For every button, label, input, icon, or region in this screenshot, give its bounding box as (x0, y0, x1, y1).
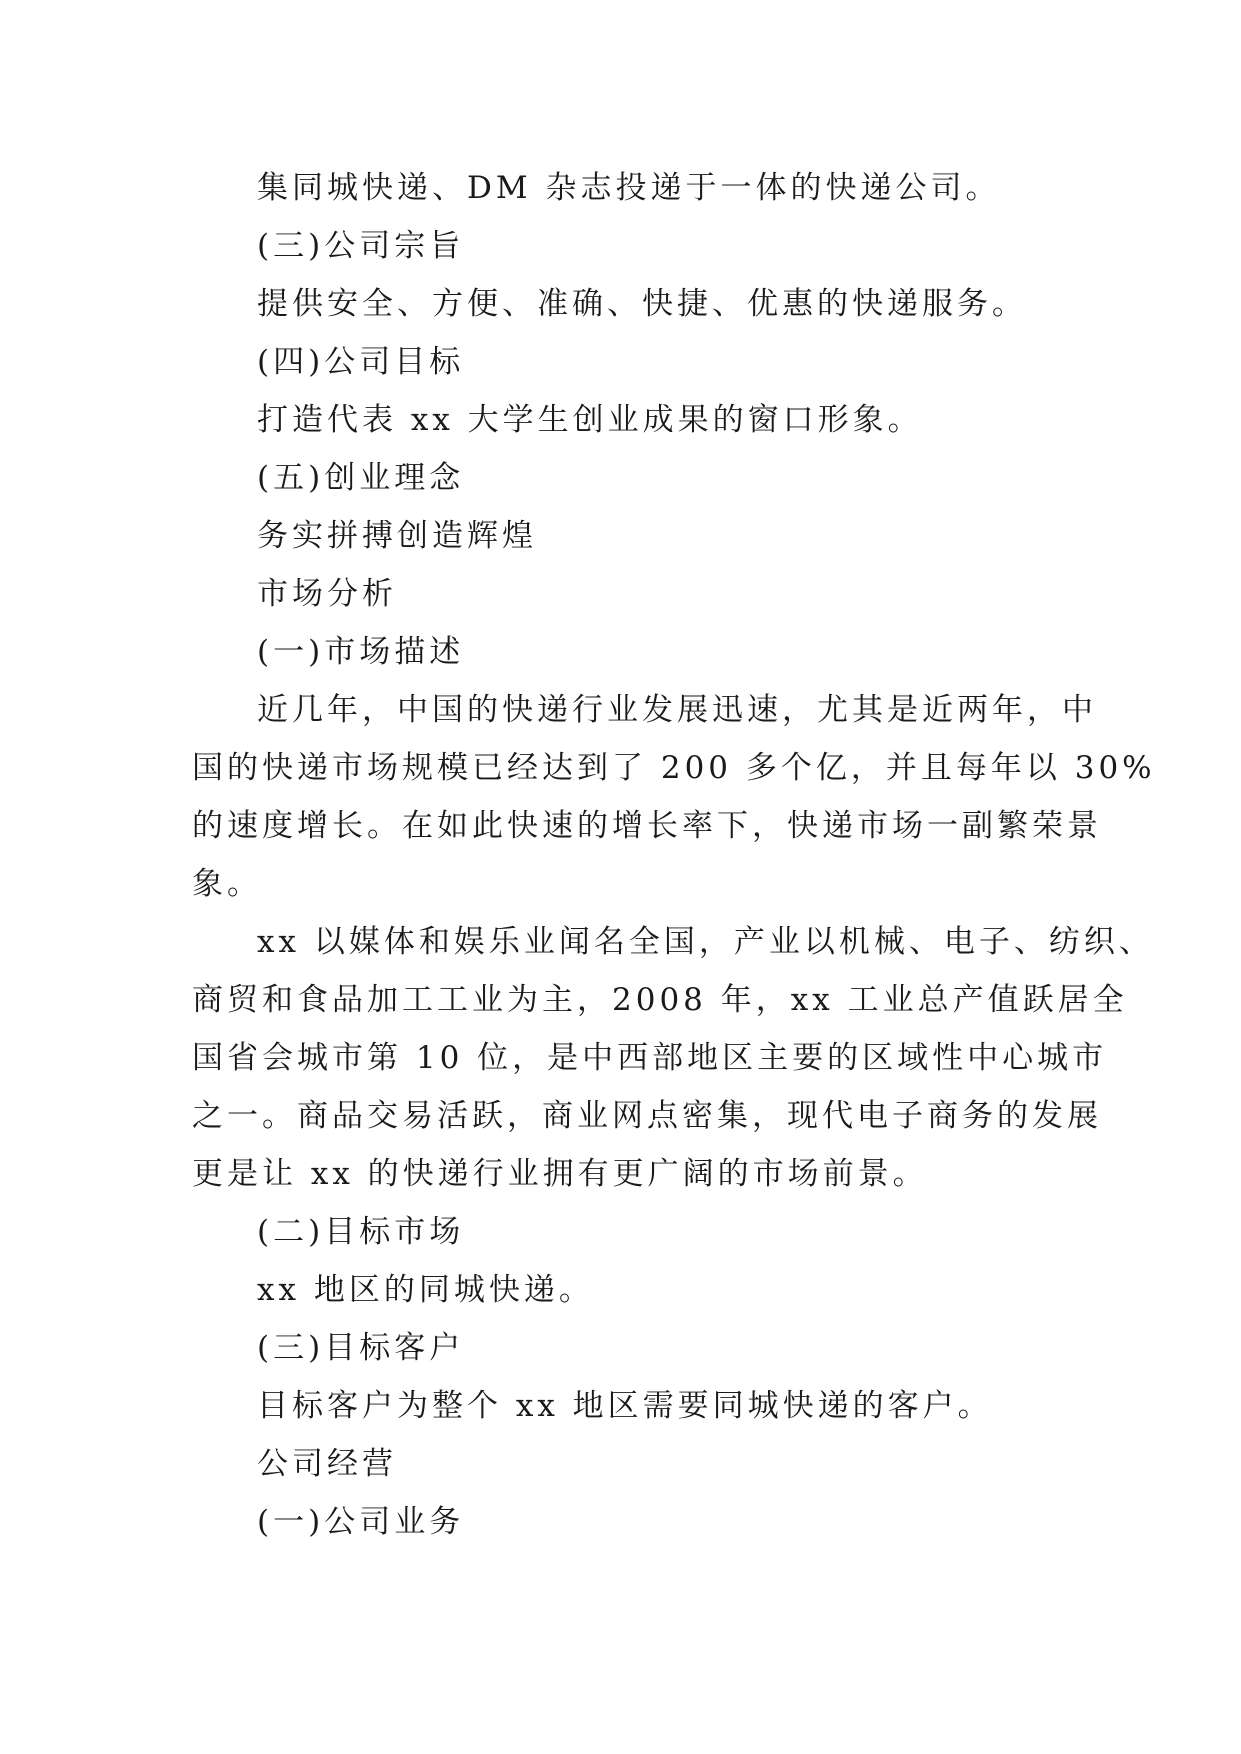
section-heading: (一)公司业务 (257, 1504, 465, 1540)
section-heading: (四)公司目标 (257, 344, 465, 380)
paragraph-line: 象。 (192, 866, 262, 902)
paragraph-line: 商贸和食品加工工业为主，2008 年，xx 工业总产值跃居全 (192, 982, 1128, 1018)
paragraph-line: 近几年，中国的快递行业发展迅速，尤其是近两年，中 (257, 692, 1097, 728)
chapter-heading: 公司经营 (257, 1446, 397, 1482)
text-line: 集同城快递、DM 杂志投递于一体的快递公司。 (257, 170, 1001, 206)
paragraph-line: 更是让 xx 的快递行业拥有更广阔的市场前景。 (192, 1156, 928, 1192)
text-line: xx 地区的同城快递。 (257, 1272, 594, 1308)
paragraph-line: 国的快递市场规模已经达到了 200 多个亿，并且每年以 30% (192, 750, 1156, 786)
section-heading: (三)公司宗旨 (257, 228, 465, 264)
section-heading: (三)目标客户 (257, 1330, 465, 1366)
paragraph-line: 国省会城市第 10 位，是中西部地区主要的区域性中心城市 (192, 1040, 1108, 1076)
section-heading: (五)创业理念 (257, 460, 465, 496)
text-line: 打造代表 xx 大学生创业成果的窗口形象。 (257, 402, 923, 438)
section-heading: (一)市场描述 (257, 634, 465, 670)
section-heading: (二)目标市场 (257, 1214, 465, 1250)
text-line: 目标客户为整个 xx 地区需要同城快递的客户。 (257, 1388, 993, 1424)
text-line: 提供安全、方便、准确、快捷、优惠的快递服务。 (257, 286, 1027, 322)
paragraph-line: 的速度增长。在如此快速的增长率下，快递市场一副繁荣景 (192, 808, 1102, 844)
text-line: 务实拼搏创造辉煌 (257, 518, 537, 554)
chapter-heading: 市场分析 (257, 576, 397, 612)
paragraph-line: 之一。商品交易活跃，商业网点密集，现代电子商务的发展 (192, 1098, 1102, 1134)
paragraph-line: xx 以媒体和娱乐业闻名全国，产业以机械、电子、纺织、 (257, 924, 1154, 960)
